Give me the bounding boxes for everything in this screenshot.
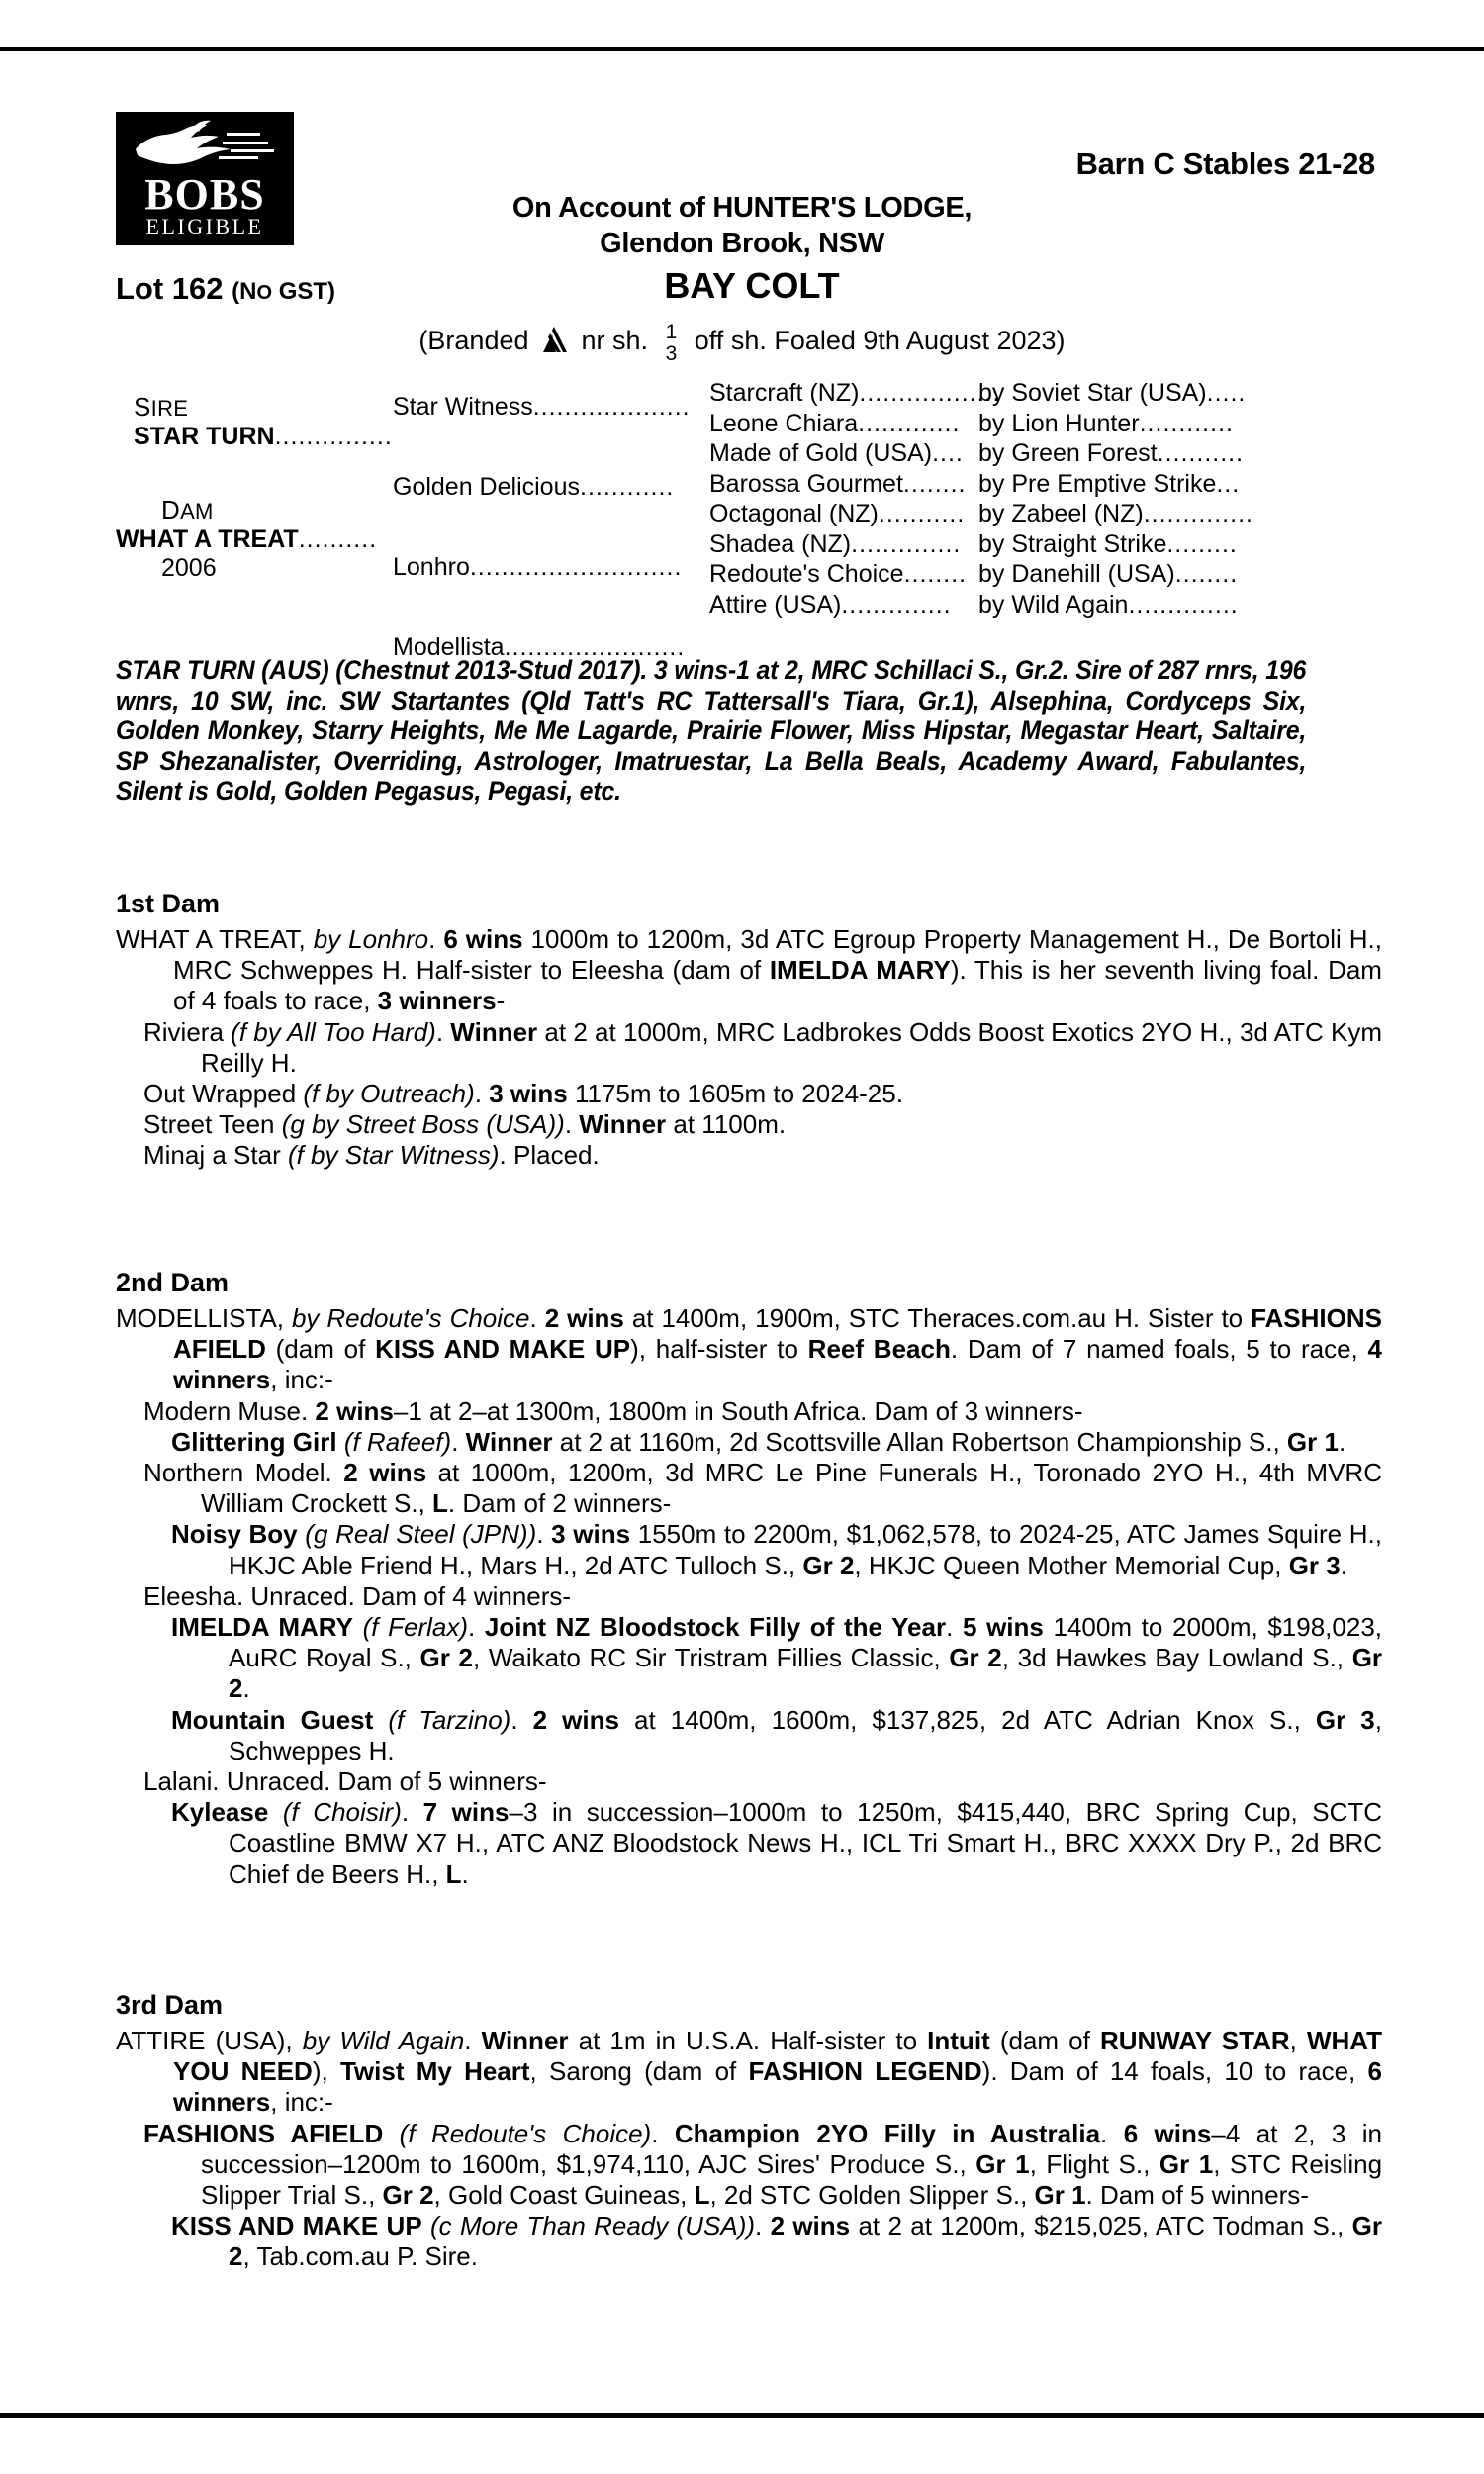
pedigree-entry: WHAT A TREAT, by Lonhro. 6 wins 1000m to 1200m, 3d ATC Egroup Property Management H., De Bortoli H., MRC Schweppes H. Half-sister to Eleesha (dam of IMELDA MARY). This is her seventh living foal. Dam of 4 foals to race, 3 winners- [116, 924, 1382, 1016]
lot-number-value: Lot 162 [116, 271, 224, 306]
pedigree-entry: Lalani. Unraced. Dam of 5 winners- [143, 1766, 547, 1797]
pedigree-gp-0: Star Witness.................... [393, 393, 691, 421]
dam-heading: 1st Dam [116, 889, 221, 918]
pedigree-ggp-row: Octagonal (NZ)........... by Zabeel (NZ).............. [709, 500, 1253, 527]
brand-fraction [666, 322, 678, 365]
pedigree-ggp-row: Attire (USA).............. by Wild Again.............. [709, 590, 1239, 618]
dam-heading: 2nd Dam [116, 1268, 230, 1297]
pedigree-entry: Riviera (f by All Too Hard). Winner at 2 at 1000m, MRC Ladbrokes Odds Boost Exotics 2YO H., 3d ATC Kym Reilly H. [143, 1016, 1382, 1078]
pedigree-ggp-row: Redoute's Choice........ by Danehill (USA)........ [709, 560, 1239, 588]
pedigree-entry: Mountain Guest (f Tarzino). 2 wins at 1400m, 1600m, $137,825, 2d ATC Adrian Knox S., Gr 3, Schweppes H. [171, 1704, 1383, 1765]
branded-prefix: (Branded [418, 326, 529, 356]
pedigree-entry: Eleesha. Unraced. Dam of 4 winners- [143, 1580, 572, 1611]
gst-note: (NO GST) [232, 278, 336, 305]
dam-year: 2006 [161, 554, 217, 582]
dam-heading: 3rd Dam [116, 1990, 224, 2020]
pedigree-col-grandparents [393, 378, 690, 673]
pedigree-ggp-row: Shadea (NZ).............. by Straight Strike......... [709, 529, 1238, 558]
bottom-rule [0, 2413, 1484, 2418]
vendor-line-2: Glendon Brook, NSW [600, 228, 884, 259]
pedigree-entry: IMELDA MARY (f Ferlax). Joint NZ Bloodstock Filly of the Year. 5 wins 1400m to 2000m, $198,023, AuRC Royal S., Gr 2, Waikato RC Sir Tristram Fillies Classic, Gr 2, 3d Hawkes Bay Lowland S., Gr 2. [171, 1612, 1383, 1704]
pedigree-entry: Minaj a Star (f by Star Witness). Placed. [143, 1140, 600, 1171]
branded-suffix: off sh. Foaled 9th August 2023) [694, 326, 1066, 356]
pedigree-entry: FASHIONS AFIELD (f Redoute's Choice). Champion 2YO Filly in Australia. 6 wins–4 at 2, 3 in succession–1200m to 1600m, $1,974,110, AJC Sires' Produce S., Gr 1, Flight S., Gr 1, STC Reisling Slipper Trial S., Gr 2, Gold Coast Guineas, L, 2d STC Golden Slipper S., Gr 1. Dam of 5 winners- [143, 2118, 1383, 2211]
pedigree-entry: ATTIRE (USA), by Wild Again. Winner at 1m in U.S.A. Half-sister to Intuit (dam of RUNWAY STAR, WHAT YOU NEED), Twist My Heart, Sarong (dam of FASHION LEGEND). Dam of 14 foals, 10 to race, 6 winners, inc:- [116, 2026, 1383, 2118]
pedigree-col-greatgrandparents [709, 378, 1382, 619]
branding-line [247, 321, 1237, 364]
pedigree-gp-1: Golden Delicious............ [393, 473, 675, 501]
pedigree-entry: Glittering Girl (f Rafeef). Winner at 2 at 1160m, 2d Scottsville Allan Robertson Championship S., Gr 1. [171, 1426, 1346, 1457]
pedigree-entry: Out Wrapped (f by Outreach). 3 wins 1175m to 1605m to 2024-25. [143, 1079, 903, 1109]
pedigree-ggp-row: Barossa Gourmet........ by Pre Emptive Strike... [709, 469, 1241, 498]
pedigree-entry: Modern Muse. 2 wins–1 at 2–at 1300m, 1800m in South Africa. Dam of 3 winners- [143, 1395, 1083, 1426]
pedigree-entry: Northern Model. 2 wins at 1000m, 1200m, 3d MRC Le Pine Funerals H., Toronado 2YO H., 4th MVRC William Crockett S., L. Dam of 2 winners- [143, 1458, 1382, 1519]
sire-summary-paragraph: STAR TURN (AUS) (Chestnut 2013-Stud 2017). 3 wins-1 at 2, MRC Schillaci S., Gr.2. Sire of 287 rnrs, 196 wnrs, 10 SW, inc. SW Startantes (Qld Tatt's RC Tattersall's Tiara, Gr.1), Alsephina, Cordyceps Six, Golden Monkey, Starry Heights, Me Me Lagarde, Prairie Flower, Miss Hipstar, Megastar Heart, Saltaire, SP Shezanalister, Overriding, Astrologer, Imatruestar, La Bella Beals, Academy Award, Fabulantes, Silent is Gold, Golden Pegasus, Pegasi, etc. [116, 655, 1307, 806]
pedigree-gp-3: Modellista....................... [393, 633, 686, 661]
dam-label: DAM [161, 495, 214, 524]
top-rule [0, 47, 1484, 51]
logo-subtext: ELIGIBLE [145, 214, 264, 238]
dam-entries [116, 924, 1382, 1172]
pedigree-entry: KISS AND MAKE UP (c More Than Ready (USA)). 2 wins at 2 at 1200m, $215,025, ATC Todman S., Gr 2, Tab.com.au P. Sire. [171, 2211, 1382, 2272]
fraction-numerator: 1 [665, 321, 678, 343]
sire-label: SIRE [134, 392, 189, 422]
barn-stables-label: Barn C Stables 21-28 [1075, 146, 1375, 181]
fraction-denominator: 3 [665, 342, 678, 365]
dam-entries [116, 2026, 1382, 2273]
triangle-brand-icon [540, 326, 570, 353]
lot-number [116, 271, 335, 307]
pedigree-entry: Street Teen (g by Street Boss (USA)). Winner at 1100m. [143, 1109, 787, 1140]
dam-entries [116, 1303, 1382, 1890]
horse-head-icon [128, 120, 282, 177]
vendor-account [297, 190, 1187, 261]
branded-mid: nr sh. [581, 326, 649, 356]
pedigree-entry: Kylease (f Choisir). 7 wins–3 in succession–1000m to 1250m, $415,440, BRC Spring Cup, SCTC Coastline BMW X7 H., ATC ANZ Bloodstock News H., ICL Tri Smart H., BRC XXXX Dry P., 2d BRC Chief de Beers H., L. [171, 1797, 1383, 1889]
logo-wordmark: BOBS [144, 170, 265, 219]
pedigree-ggp-row: Leone Chiara............. by Lion Hunter............ [709, 409, 1234, 437]
dam-block [116, 495, 377, 583]
sire-name: STAR TURN............... [134, 423, 393, 450]
page-title: BAY COLT [664, 265, 840, 306]
pedigree-entry: MODELLISTA, by Redoute's Choice. 2 wins at 1400m, 1900m, STC Theraces.com.au H. Sister to FASHIONS AFIELD (dam of KISS AND MAKE UP), half-sister to Reef Beach. Dam of 7 named foals, 5 to race, 4 winners, inc:- [116, 1303, 1382, 1395]
pedigree-ggp-row: Made of Gold (USA).... by Green Forest........... [709, 439, 1245, 467]
bobs-eligible-logo [116, 112, 294, 245]
pedigree-ggp-row: Starcraft (NZ)..................by Soviet Star (USA)..... [709, 379, 1247, 407]
dam-name: WHAT A TREAT.......... [116, 525, 378, 553]
pedigree-entry: Noisy Boy (g Real Steel (JPN)). 3 wins 1550m to 2200m, $1,062,578, to 2024-25, ATC James Squire H., HKJC Able Friend H., Mars H., 2d ATC Tulloch S., Gr 2, HKJC Queen Mother Memorial Cup, Gr 3. [171, 1519, 1382, 1580]
pedigree-gp-2: Lonhro........................... [393, 553, 683, 581]
sire-block [134, 392, 393, 451]
vendor-line-1: On Account of HUNTER'S LODGE, [511, 192, 973, 224]
